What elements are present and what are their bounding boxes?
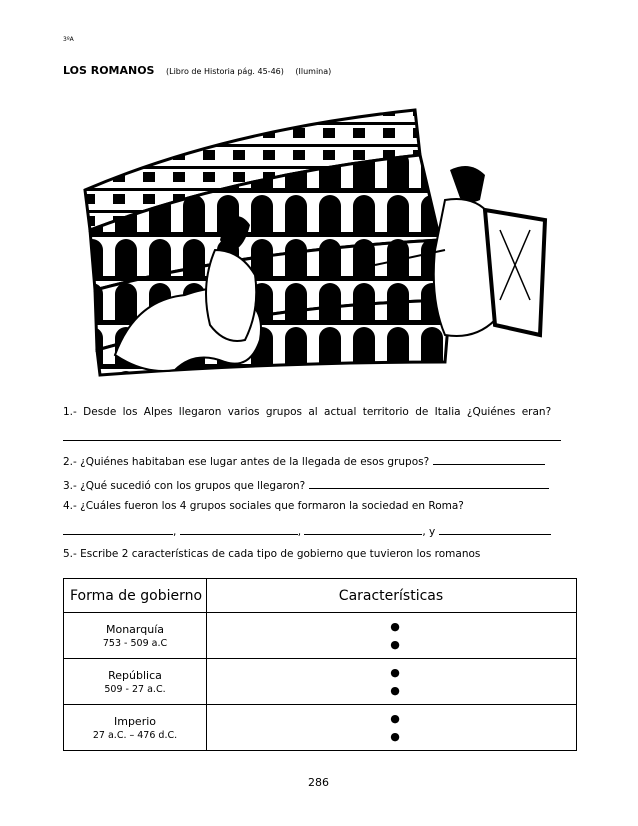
- question-1: 1.- Desde los Alpes llegaron varios grupos al actual territorio de Italia ¿Quiénes eran?: [63, 406, 552, 418]
- gov-period: 27 a.C. – 476 d.C.: [92, 729, 178, 741]
- government-table: [63, 578, 577, 751]
- page-number: 286: [308, 776, 329, 789]
- bullet-icon: ●: [390, 729, 400, 743]
- characteristics-cell[interactable]: [207, 705, 577, 751]
- table-row: [64, 705, 577, 751]
- bullet-icon: ●: [390, 619, 400, 633]
- characteristics-cell[interactable]: [207, 613, 577, 659]
- question-2-row: [63, 454, 545, 468]
- table-row: [64, 659, 577, 705]
- title-ref: (Libro de Historia pág. 45-46): [165, 67, 284, 76]
- title-main: LOS ROMANOS: [63, 64, 155, 77]
- answer-line-3[interactable]: [309, 478, 549, 489]
- gov-form-cell: [64, 659, 207, 705]
- colosseum-illustration: [75, 100, 570, 385]
- title-instruction: (Ilumina): [295, 67, 332, 76]
- question-3-row: [63, 478, 549, 492]
- separator: ,: [173, 526, 177, 538]
- gov-period: 753 - 509 a.C: [102, 637, 168, 649]
- answer-line-1[interactable]: [63, 440, 561, 441]
- gov-name: Monarquía: [105, 622, 164, 636]
- answer-line-4c[interactable]: [304, 524, 422, 535]
- answer-line-4b[interactable]: [180, 524, 298, 535]
- bullet-icon: ●: [390, 637, 400, 651]
- header-code: 3ºA: [63, 36, 74, 43]
- gov-form-cell: [64, 613, 207, 659]
- table-header-row: [64, 579, 577, 613]
- worksheet-title: [63, 64, 331, 77]
- header-caracteristicas: Características: [207, 579, 577, 613]
- bullet-icon: ●: [390, 683, 400, 697]
- question-5: 5.- Escribe 2 características de cada tipo de gobierno que tuvieron los romanos: [63, 548, 481, 560]
- question-4-answers: [63, 524, 551, 538]
- answer-line-4a[interactable]: [63, 524, 173, 535]
- answer-line-4d[interactable]: [439, 524, 551, 535]
- gov-form-cell: [64, 705, 207, 751]
- table-row: [64, 613, 577, 659]
- question-2: 2.- ¿Quiénes habitaban ese lugar antes de la llegada de esos grupos?: [63, 456, 430, 468]
- separator: ,: [297, 526, 302, 538]
- gov-period: 509 - 27 a.C.: [104, 683, 166, 695]
- separator: , y: [422, 526, 436, 538]
- gov-name: República: [108, 668, 162, 682]
- question-3: 3.- ¿Qué sucedió con los grupos que llegaron?: [63, 480, 306, 492]
- bullet-icon: ●: [390, 665, 400, 679]
- question-4: 4.- ¿Cuáles fueron los 4 grupos sociales que formaron la sociedad en Roma?: [63, 500, 464, 512]
- answer-line-2[interactable]: [433, 454, 545, 465]
- bullet-icon: ●: [390, 711, 400, 725]
- gov-name: Imperio: [113, 714, 157, 728]
- characteristics-cell[interactable]: [207, 659, 577, 705]
- header-forma: Forma de gobierno: [64, 579, 207, 613]
